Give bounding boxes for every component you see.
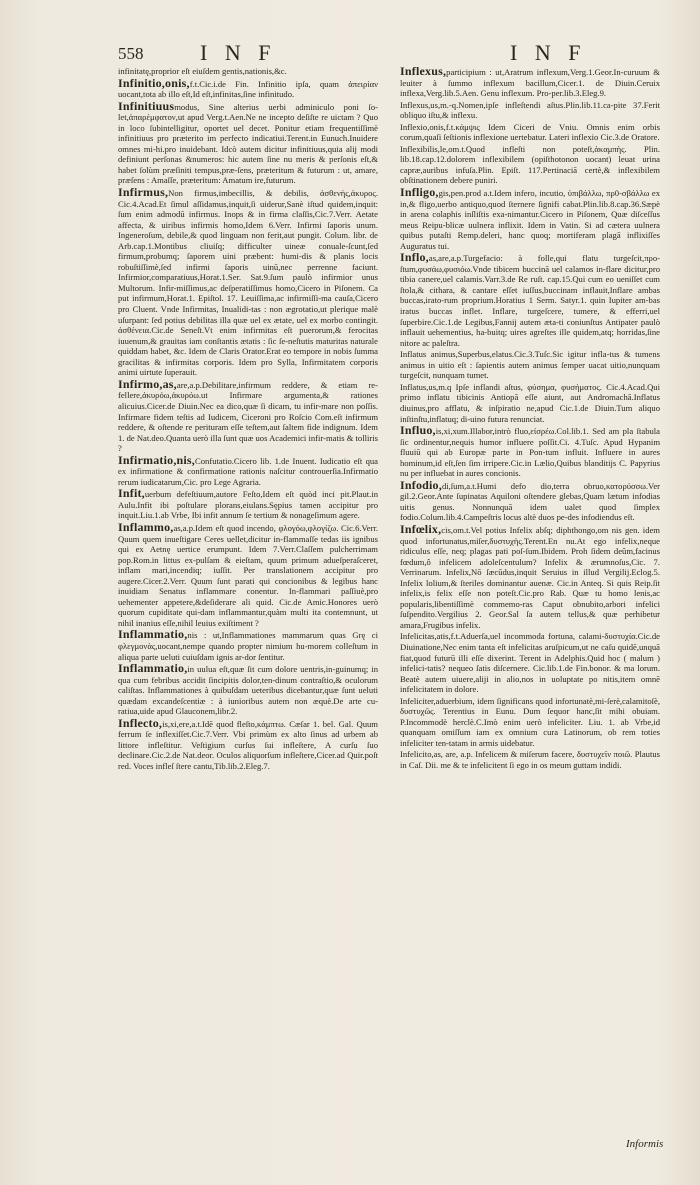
entry-headword: Infodio,	[400, 477, 442, 492]
running-header	[0, 38, 700, 68]
entry-headword: Inflammo,	[118, 519, 174, 534]
dictionary-entry	[118, 98, 378, 186]
entry-headword: Infœlix,	[400, 521, 442, 536]
catchword: Informis	[626, 1138, 664, 1150]
dictionary-entry	[400, 66, 660, 99]
dictionary-entry	[400, 187, 660, 251]
entry-text: Infelicitas,atis,f.t.Aduerſa,uel incommoda fortuna, calami-δυστυχία.Cic.de Diuinatione,Nec enim tanta eſt infelicitas aruſpicum,ut ne caſu quidē,unquā fiat,quod futurū illi eſſe dixerint. Terent in Adelphis.Quid hoc ( malum ) infelici-tatis? nequeo ſatis diſcernere. Cic.lib.1.de Fin.bonor. & ma lorum. Beatè autem uiuere,aliji in alio,nos in uoluptate po nitis,item omnē infelicitatem in dolore.	[400, 631, 660, 695]
dictionary-entry	[400, 144, 660, 186]
entry-text: Inflatus,us,m.q Ipſe inflandi aſtus, φύσημα, φυσήματος. Cic.4.Acad.Qui primo inflatu tibicinis Antiopā eſſe aiunt, aut Andromachā.Inflatus diuinus,pro afflatu, & inſpiratio ne,apud Cic.1.de Diuin.Tum aliquo inſtinſtu,inflatuq; di-uino futura renunciat.	[400, 381, 660, 424]
dictionary-entry	[400, 696, 660, 749]
entry-text: nis : ut,Inflammationes mammarum quas Grę ci φλεγμονὰς,uocant,nempe quando propter nimium hu-morem colleſtum in aliqua parte ueluti cuiuſdam ignis ar-dor ſentitur.	[118, 630, 378, 662]
dictionary-entry	[400, 252, 660, 348]
entry-headword: Infirmus,	[118, 185, 169, 200]
dictionary-entry	[400, 631, 660, 694]
dictionary-entry	[400, 349, 660, 381]
dictionary-entry	[118, 376, 378, 454]
entry-headword: Infirmo,as,	[118, 376, 177, 391]
dictionary-entry	[400, 477, 660, 523]
entry-text: as,a.p.Idem eſt quod incendo, φλογόω,φλογίζω. Cic.6.Verr. Quum quem inueſtigare Ceres uellet,dicitur in-flammaſſe tedas iis ignibus qui ex Aetnę uertice erumpunt. Idem 7.Verr.Claſſem pulcherrimam pop.Rom.in littus ex-pulſam & eieſtam, quum primum adueſperaſceret, inflam mari,incendiq; iuſſit. Per translationem accipitur pro augere.Cicer.2.Verr. Quum ſunt parati qui concionibus & legibus hanc inuidiam Senatus inflammare conentur. In-flammari paſſiuè,pro uehementer appetere,&deſiderare ali quid. Cic.de Amic.Honores uerò quorum cupiditate qui-dam inflammantur,quàm multi ita contemnunt, ut nihil inanius eſſe,nihil leuius exiſtiment ?	[118, 522, 378, 628]
entry-text: di,ſum,a.t.Humi defo dio,terra obruo,κατορύσσω.Ver gil.2.Geor.Ante ſupinatas Aquiloni oſtendere glebas,Quam lætum infodias uitis genus. Nonnunquā idem ualet quod ſimplex fodio.Colum.lib.4.Campeſtris locus altè duos pe-des infodiendus eſt.	[400, 480, 660, 523]
entry-text: uerbum defeſtiuum,autore Feſto,Idem eſt quòd inci pit.Plaut.in Aulu.Infit ibi poſtulare plorans,eiulans.Sępius tamen accipitur pro inquit.Liu.1.ab Vrbe, Ibi infit annum ſe tertium & nonageſimum agere.	[118, 489, 378, 521]
entry-headword: Inflammatio,	[118, 661, 188, 676]
entry-text: is,xi,xum.Illabor,intrò fluo,εἰσρέω.Col.lib.1. Sed am pla ſtabula ſic ordinentur,nequis humor influere poſſit.Ci. 4.Tuſc. Apud Hypanim fluuiū qui ab Europæ parte in Pon-tum influit. Influere in aures hominum,id eſt,ſen ſim irripere.Cic.in Lælio,Quibus blanditijs C. Papyrius nu per influebat in aures concionis.	[400, 426, 660, 479]
entry-text: f.t.Cic.i.de Fin. Infinitio ipſa, quam ἀπειρίαν uocant,tota ab illo eſt,Id eſt,infinitas,ſine infinitudo.	[118, 78, 378, 100]
dictionary-entry	[118, 663, 378, 717]
entry-text: Inflexus,us,m.-q.Nomen,ipſe infleſtendi aſtus.Plin.lib.11.ca-pite 37.Ferit obliquo iſtu,& inflexu.	[400, 99, 660, 121]
entry-text: participium : ut,Aratrum inflexum,Verg.1.Geor.In-curuum & leuiter à ſummo inflexum bacillum,Cicer.1. de Diuin.Ceruix inflexa,Verg.lib.5.Aen. Genu inflexum. Pro-per.lib.3.Eleg.9.	[400, 67, 660, 99]
entry-text: Non firmus,imbecillis, & debilis, ἀσθενὴς,ἀκυρος. Cic.4.Acad.Et ſimul aſſidamus,inquit,ſi uiderur,Sanè iſtud quidem,inquit: ſum enim admodū infirmus. Inops & in firma claſſis,Cic.7.Verr. Aetate affecta, & uiribus infirmis homo,Idem 6.Verr. Infirmi ſaporis unum. Ingeneroſum, debile,& quod linguam non ferit,aut pungit. Colum. libr. de Arb.cap.1.Montibus cliuiſq; difficulter uineæ conuale-ſcunt,ſed firmum,probumq; ſaporem uini præbent: humi-dis & planis locis robuſtiſſimè,ſed infirmi ſaporis uinū,nec perrenne faciunt. Infirmior,comparatiuus,Horat.1.Ser. Sat.9.ſum paulò infirmior unus Multorum. Infir-miſſimus,ac deſperatiſſimus homo,Cicero in Piſonem. Ca put infirmum,Horat.1. Epiſtol. 17. Leuiſſima,ac infirmiſſi-ma cauſa,Cicero pro Cluent. Vnde Infirmitas, Inualidi-tas : non ægrotatio,ut plerique malè uſurpant: ſed potius debilitas illa quæ uel ex ætate, uel ex morbo contingit. ἀσθένεια.Cic.de Seneſt.Vt enim infirmitas eſt puerorum,& ferocitas iuuenum,& grauitas iam conſtantis ætatis : ſic ſe-neſtutis maturitas naturale quiddam habet, &c. Idem de Claris Orator.Erat eo tempore in nobis ſumma gracilitas & infirmitas corporis. Idem pro Sylla, Infirmitatem corporis animi uirtute ſuperauit.	[118, 188, 378, 378]
entry-text: Inflexibilis,le,om.t.Quod infleſti non poteſt,ἀκαμπὴς. Plin. lib.18.cap.12.dolorem inflexibilem (opiſthotonon uocant) leuat urina capræ,auribus infuſa.Plin. Epiſt. 117.Pertinaciā certè,& inflexibilem obſtinationem debere puniri.	[400, 143, 660, 186]
entry-headword: Inflexus,	[400, 64, 447, 78]
entry-headword: Inflecto,	[118, 715, 163, 730]
dictionary-entry	[118, 488, 378, 521]
dictionary-entry	[400, 100, 660, 121]
dictionary-entry	[118, 715, 378, 772]
entry-headword: Influo,	[400, 423, 436, 438]
entry-text: modus, Sine alterius uerbi adminiculo poni ſo-let,ἀπαρέμφατον,ut apud Verg.t.Aen.Ne ne incepto deſiſte re uictam ? Quo in loco ſubintelligitur, oportet uel decet. Ponitur etiam frequentiſſimè infinitiuus pro præterito im perfecto indicatiui.Terent.in Eunuch.Inuidere omnes mi-hi.pro inuidebant. Idcò autem dicitur infinitiuus,quia alij modi definiunt perſonas &numeros: hic autem ſine nu meris & perſonis eſt,& habet ſolùm præſiniti tempus,præ-ſens, præteritum & futurum : ut, amare, præſens : Amaſſe, præteritum: Amatum ire,futurum.	[118, 101, 378, 186]
dictionary-entry	[400, 122, 660, 143]
entry-headword: Infirmatio,nis,	[118, 452, 196, 467]
dictionary-entry	[400, 382, 660, 424]
entry-text: infinitatę,proprior eſt eiuſdem gentis,nationis,&c.	[118, 66, 287, 76]
entry-headword: Infit,	[118, 486, 145, 501]
dictionary-entry	[400, 425, 660, 479]
entry-headword: Infinitio,onis,	[118, 75, 190, 90]
entry-headword: Infinitiuus	[118, 98, 175, 113]
entry-text: as,are,a.p.Turgefacio: à folle,qui flatu turgeſcit,προ-ſtum,φυσάω,φυσιόω.Vnde tibicem buccinā uel calamos in-flare dicitur,pro tibia canere,uel calamis.Varr.3.de Re ruſt. cap.15.Qui cum eo ueniſſet cum ſtola,& cithara, & cantare eſſet iuſſus,buccinam inflauit,Inflare ambas buccas,irato-rum proprium.Horatius 1 Serm. Satyr.1. quin Iupiter am-bas iratus buccas inflet. Inflare, turgeſcere, tumere, & efferri,uel ſuperbire.Cic.1.de Legibus,Fannij autem æta-ti coniunſtus Antipater paulò inflauit uehementius, ha-buitq; uires agreſtes ille quidem,atq; horridas,ſine nitore ac paleſtra.	[400, 253, 660, 348]
right-heading: I N F	[510, 40, 587, 65]
page-number: 558	[118, 44, 144, 63]
entry-text: is,xi,ere,a.t.Idē quod fleſto,κάμπτω. Cæſar 1. bel. Gal. Quum ferrum ſe inflexiſſet.Cic.7.Verr. Vbi primùm ex alto ſinus ad urbem ab littore infleſtitur. Veſtigium curſus ſui infleſtere, A curſu ſuo declinare.Cic.2.de Nat.deor. Oculos aliquorſum infleſtere,Cicer.ad Quir.poſt red. Voces infleſ ſtere cantu,Tib.lib.2.Eleg.7.	[118, 718, 378, 771]
dictionary-entry	[118, 187, 378, 378]
entry-headword: Inflammatio,	[118, 627, 188, 642]
entry-headword: Infligo,	[400, 185, 439, 200]
left-column	[118, 66, 378, 773]
right-column	[400, 66, 660, 772]
entry-text: in uulua eſt,quæ ſit cum dolore uentris,in-guinumq; in qua cum febribus accidit ſincipitis dolor,ten-dinum contraſtio,& oculorum caliſtas. Inflammationes à quibuſdam ueteribus dicebantur,quæ ſunt ueluti quædam excandeſcentiæ : à iunioribus autem non æquè.De arte cu-ratiua,uide apud Glauconem,libr.2.	[118, 664, 378, 717]
entry-text: are,a.p.Debilitare,infirmum reddere, & etiam re-fellere,ἀκυρόω,ἀκυρόω.ut Infirmare argumenta,& rationes alicuius.Cicer.de Diuin.Nec ea dico,quæ ſi dicam, tu infir-mare non poſſis. Infirmare fidem teſtis ad Iudicem, Ciceroni pro Roſcio Com.eſt infirmum reddere, & oſtende re perituram eſſe teſtem,aut ſaltem fide indignum. Idem 1. de Nat.deo.Quanta uerò illa ſunt quæ uos Academici infir-matis & tolliris ?	[118, 379, 378, 454]
dictionary-entry	[118, 519, 378, 628]
dictionary-entry	[118, 75, 378, 100]
entry-text: gis,pen.prod a.t.Idem infero, incutio, ὑπιβάλλω, πρ0-σβάλλω ex in,& fligo,uerbo antiquo,quod ſternere ſignifi cabat.Plin.lib.8.cap.36.Sæpè in arena colaphis inſliſtis exa-nimantur.Cicero in Piſonem, Quæ diſceſſus meus Reipu-blicæ uulnera inflixit. Idem in Vatin. Si ad cætera uulnera quibus putaſti Remp.deleri, hanc quoq; mortiferam plagā inflixiſſes Auguratus tui.	[400, 188, 660, 251]
entry-text: Confutatio.Cicero lib. 1.de Inuent. Iudicatio eſt qua ex infirmatione & confirmatione rationis naſcitur controuerſia.Infirmatio rerum iudicatarum,Cic. pro Lege Agraria.	[118, 455, 378, 487]
entry-text: Infeliciter,aduerbium, idem ſignificans quod infortunatè,mi-ſerè,calamitoſè, δυστυχῶς. Terentius in Eunu. Dum ſequor hanc,ſit mihi obuiam. P.Incommodè herclè.C.Imò enim uerò infeliciter. Liu. 1. ab Vrbe,id quanquam omiſſum iam ex omnium cura Latinorum, ob rem toties infeliciter ten-tatam in armis uidebatur.	[400, 695, 660, 748]
entry-text: Inflatus animus,Superbus,elatus.Cic.3.Tuſc.Sic igitur infla-tus & tumens animus in uitio eſt : ſapientis autem animus ſemper uacat uitio,nunquam turgeſcit, nunquam tumet.	[400, 349, 660, 381]
entry-text: Inflexio,onis,f.t.κάμψις Idem Ciceri de Vniu. Omnis enim orbis corum,quaſi ſeſtionis inflexione uertebatur. Lateri inflexio Cic.3.de Oratore.	[400, 121, 660, 143]
dictionary-entry	[118, 452, 378, 488]
left-heading: I N F	[200, 40, 277, 65]
entry-text: cis,om.t.Vel potius Infelix abſq; diphthongo,om nis gen. idem quod infortunatus,miſer,δυστυχὴς.Terent.En nu.At ego infelix,neque ridiculus eſſe, neq; plagas pati poſ-ſum.Ibidem. Proh ſidem deûm,facinus fœdum,ô infelicem adoleſcentulum? Infelix & ærumnoſus,Cic. 7. Verrinarum. Infelix,Nō ſæcūdus,inquit Seruius in illud Vergilij.Eclog.5. Infelix lolium,& ſteriles dominantur auenæ. Cic.in Anteq. Si quis Reip.ſit infelix,is felix eſſe non poteſt.Cic.pro Rab. Quæ tu homo lenis,ac popularis,libentiſſimè commemo-ras Caput obnubito,arbori infelici ſuſpendito.Vergilius 2. Geor.Sal ſa autem tellus,& quæ perhibetur amara,Frugibus infelix.	[400, 524, 660, 630]
dictionary-entry	[400, 749, 660, 770]
entry-headword: Inflo,	[400, 250, 429, 265]
entry-text: Infelicito,as, are, a.p. Infelicem & miſerum facere, δυστυχεῖν ποιῶ. Plautus in Caſ. Dii. me & te infelicitent ſi ego in os meum guttam indidi.	[400, 749, 660, 770]
dictionary-entry	[400, 521, 660, 630]
dictionary-entry	[118, 629, 378, 662]
